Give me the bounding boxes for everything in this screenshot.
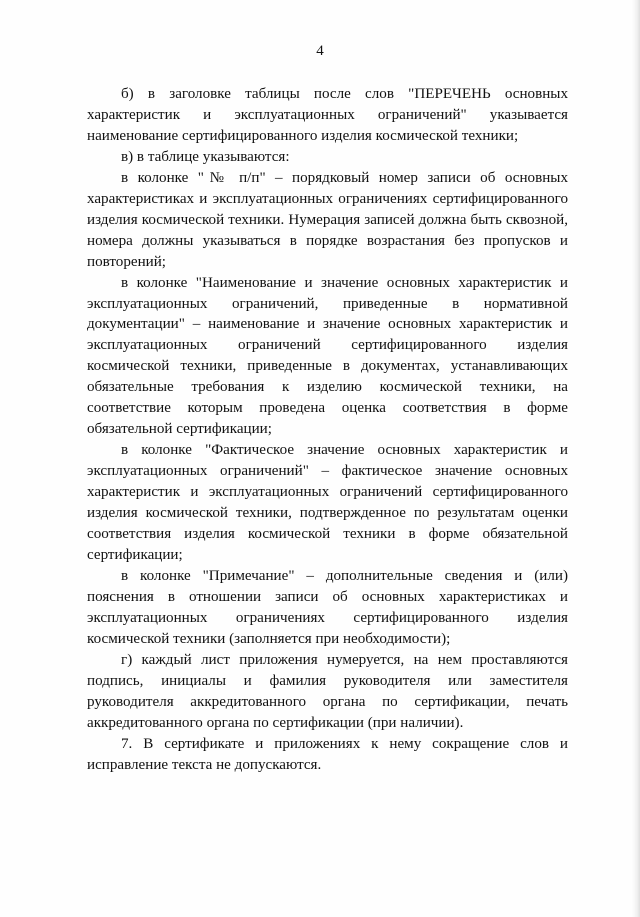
paragraph-g-sheet-numbering: г) каждый лист приложения нумеруется, на нем проставляются подпись, инициалы и фамилия руководителя или заместителя руководителя аккредитованного органа по сертификации, печать аккредитованного органа по сертификации (при наличии). xyxy=(87,651,568,731)
paragraph-column-actual-value: в колонке "Фактическое значение основных характеристик и эксплуатационных ограничений" – фактическое значение основных характеристик и эксплуатационных ограничений сертифицированного изделия космической техники, подтвержденное по результатам оценки соответствия изделия космической техники в форме обязательной сертификации; xyxy=(87,442,568,563)
paragraph-7-no-abbreviations: 7. В сертификате и приложениях к нему сокращение слов и исправление текста не допускаются. xyxy=(87,735,568,773)
document-body xyxy=(87,84,568,775)
paragraph-b-table-title: б) в заголовке таблицы после слов "ПЕРЕЧЕНЬ основных характеристик и эксплуатационных ограничений" указывается наименование сертифицированного изделия космической техники; xyxy=(87,86,568,144)
paragraph-column-note: в колонке "Примечание" – дополнительные сведения и (или) пояснения в отношении записи об основных характеристиках и эксплуатационных ограничениях сертифицированного изделия космической техники (заполняется при необходимости); xyxy=(87,567,568,647)
page-number: 4 xyxy=(316,43,324,59)
scan-edge-shadow xyxy=(632,0,640,917)
paragraph-column-name-value: в колонке "Наименование и значение основных характеристик и эксплуатационных ограничений, приведенные в нормативной документации" – наименование и значение основных характеристик и эксплуатационных ограничений сертифицированного изделия космической техники, приведенные в документах, устанавливающих обязательные требования к изделию космической техники, на соответствие которым проведена оценка соответствия в форме обязательной сертификации; xyxy=(87,274,568,438)
paragraph-column-number: в колонке "№ п/п" – порядковый номер записи об основных характеристиках и эксплуатационных ограничениях сертифицированного изделия космической техники. Нумерация записей должна быть сквозной, номера должны указываться в порядке возрастания без пропусков и повторений; xyxy=(87,169,568,270)
paragraph-v-table-contents: в) в таблице указываются: xyxy=(121,148,290,165)
